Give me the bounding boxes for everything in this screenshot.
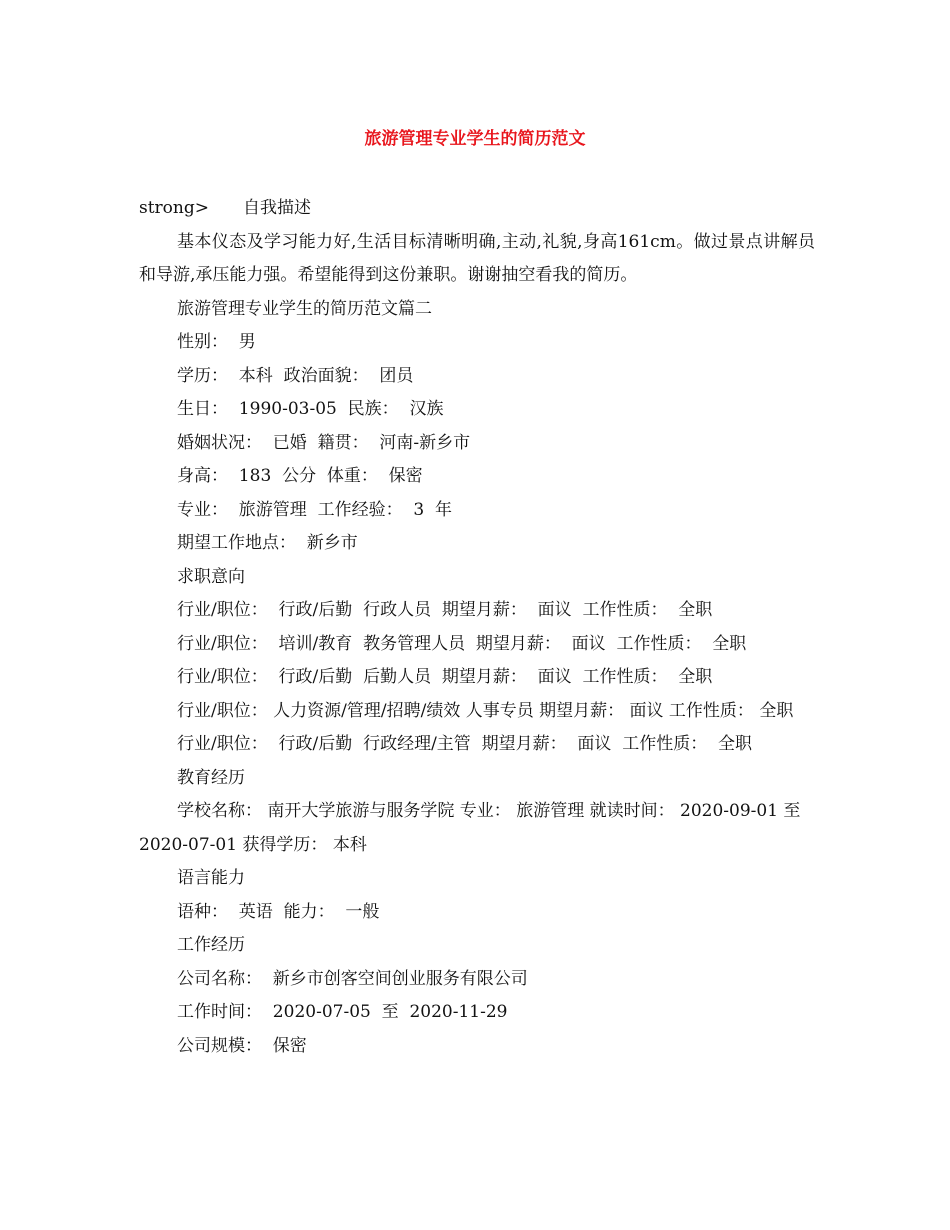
job-intent-heading: 求职意向: [177, 566, 245, 587]
intro-heading-line: [139, 192, 815, 226]
job-intent-item: 行业/职位： 行政/后勤 行政人员 期望月薪： 面议 工作性质： 全职: [177, 600, 713, 620]
self-description-heading: 自我描述: [243, 198, 311, 218]
work-scale: 公司规模： 保密: [177, 1035, 307, 1056]
document-body: [139, 192, 815, 1063]
personal-gender: 性别： 男: [177, 332, 256, 352]
work-period: 工作时间： 2020-07-05 至 2020-11-29: [177, 1002, 508, 1022]
personal-birthday: 生日： 1990-03-05 民族： 汉族: [177, 399, 444, 419]
job-intent-item: 行业/职位： 行政/后勤 后勤人员 期望月薪： 面议 工作性质： 全职: [177, 667, 713, 687]
personal-location: 期望工作地点： 新乡市: [177, 533, 358, 553]
work-company: 公司名称： 新乡市创客空间创业服务有限公司: [177, 968, 528, 989]
job-intent-item: 行业/职位： 行政/后勤 行政经理/主管 期望月薪： 面议 工作性质： 全职: [177, 734, 753, 754]
personal-marital: 婚姻状况： 已婚 籍贯： 河南-新乡市: [177, 432, 471, 453]
education-heading: 教育经历: [177, 767, 245, 788]
personal-major: 专业： 旅游管理 工作经验： 3 年: [177, 499, 453, 520]
document-title: 旅游管理专业学生的简历范文: [364, 129, 586, 149]
language-heading: 语言能力: [177, 868, 245, 888]
personal-height: 身高： 183 公分 体重： 保密: [177, 466, 423, 486]
job-intent-item: 行业/职位： 培训/教育 教务管理人员 期望月薪： 面议 工作性质： 全职: [177, 633, 747, 654]
language-entry: 语种： 英语 能力： 一般: [177, 901, 380, 922]
job-intent-item: 行业/职位： 人力资源/管理/招聘/绩效 人事专员 期望月薪： 面议 工作性质： 全职: [177, 700, 794, 721]
self-description-paragraph: 基本仪态及学习能力好,生活目标清晰明确,主动,礼貌,身高161cm。做过景点讲解员和导游,承压能力强。希望能得到这份兼职。谢谢抽空看我的简历。: [139, 231, 815, 285]
personal-education: 学历： 本科 政治面貌： 团员: [177, 365, 414, 386]
section2-title: 旅游管理专业学生的简历范文篇二: [177, 298, 432, 319]
education-entry: 学校名称： 南开大学旅游与服务学院 专业： 旅游管理 就读时间： 2020-09-01 至 2020-07-01 获得学历： 本科: [139, 801, 801, 855]
stray-strong-tag: strong>: [139, 198, 209, 218]
work-heading: 工作经历: [177, 935, 245, 955]
